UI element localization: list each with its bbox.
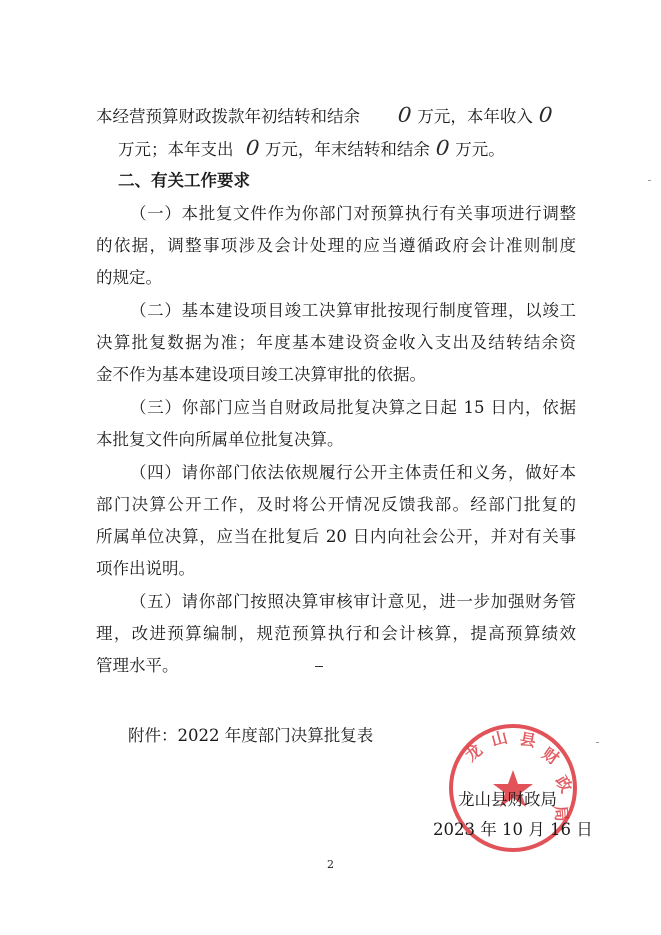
svg-text:山: 山 (489, 727, 510, 750)
scan-speck (596, 742, 599, 743)
paragraph-line: （五）请你部门按照决算审核审计意见，进一步加强财务管 (130, 592, 576, 611)
paragraph-line: 管理水平。 (96, 656, 179, 675)
paragraph-line: 部门决算公开工作，及时将公开情况反馈我部。经部门批复的 (96, 495, 576, 514)
paragraph-line: 理，改进预算编制，规范预算执行和会计核算，提高预算绩效 (96, 624, 576, 643)
paragraph-line: 所属单位决算，应当在批复后 20 日内向社会公开，并对有关事 (96, 527, 576, 546)
page-number: 2 (327, 858, 334, 871)
paragraph-line: （三）你部门应当自财政局批复决算之日起 15 日内，依据 (130, 398, 576, 417)
handwritten-value: 0 (396, 102, 413, 128)
issue-date: 2023 年 10 月 16 日 (433, 820, 593, 839)
budget-line-1-text: 本经营预算财政拨款年初结转和结余 (96, 107, 360, 126)
handwritten-value: 0 (244, 135, 261, 161)
svg-text:龙: 龙 (461, 740, 486, 766)
handwritten-value: 0 (537, 102, 554, 128)
issuing-authority: 龙山县财政局 (458, 790, 557, 809)
paragraph-line: 的规定。 (96, 268, 162, 287)
budget-line-1-unit: 万元，本年收入 (417, 107, 533, 126)
budget-line-2 (118, 135, 598, 161)
paragraph-line: 的依据，调整事项涉及会计处理的应当遵循政府会计准则制度 (96, 236, 576, 255)
svg-text:县: 县 (518, 729, 538, 751)
paragraph-line: 项作出说明。 (96, 559, 195, 578)
paragraph-line: 金不作为基本建设项目竣工决算审批的依据。 (96, 365, 426, 384)
paragraph-line: 决算批复数据为准；年度基本建设资金收入支出及结转结余资 (96, 333, 576, 352)
stray-mark (315, 666, 323, 667)
svg-text:财: 财 (538, 743, 563, 769)
paragraph-line: （一）本批复文件作为你部门对预算执行有关事项进行调整 (130, 204, 576, 223)
section-heading: 二、有关工作要求 (118, 171, 250, 190)
budget-line-2-b: 万元，年末结转和结余 (264, 140, 430, 159)
paragraph-line: （四）请你部门依法依规履行公开主体责任和义务，做好本 (130, 463, 576, 482)
svg-text:政: 政 (551, 772, 576, 796)
budget-line-1 (96, 102, 576, 128)
paragraph-line: （二）基本建设项目竣工决算审批按现行制度管理，以竣工 (130, 301, 576, 320)
handwritten-value: 0 (434, 135, 451, 161)
budget-line-2-c: 万元。 (455, 140, 505, 159)
scan-speck (648, 180, 651, 181)
attachment-note: 附件：2022 年度部门决算批复表 (128, 726, 374, 745)
svg-text:局: 局 (551, 804, 572, 823)
paragraph-line: 本批复文件向所属单位批复决算。 (96, 430, 344, 449)
budget-line-2-a: 万元；本年支出 (118, 140, 234, 159)
